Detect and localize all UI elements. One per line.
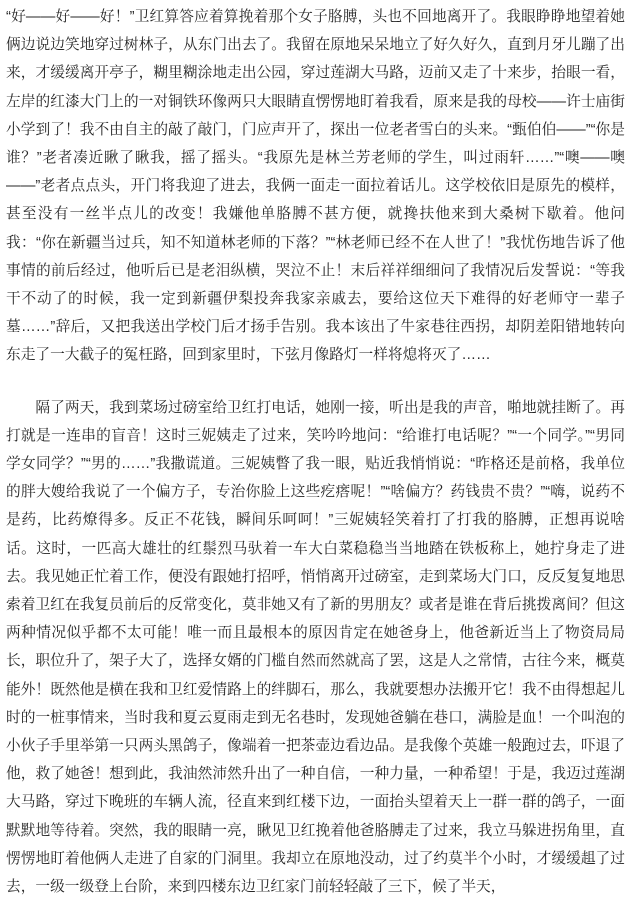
paragraph-2: 隔了两天，我到菜场过磅室给卫红打电话，她刚一接，听出是我的声音，啪地就挂断了。再打就是一连串的盲音！这时三妮姨走了过来，笑吟吟地问：“给谁打电话呢？”“一个同学。”“男同学女同学？”“男的……”我撒谎道。三妮姨瞥了我一眼，贴近我悄悄说：“昨格还是前格，我单位的胖大嫂给我说了一个偏方子，专治你脸上这些疙瘩呢！”“啥偏方？药钱贵不贵？”“嗨，说药不是药，比药燎得多。反正不花钱，瞬间乐呵呵！”三妮姨轻笑着打了打我的胳膊，正想再说啥话。这时，一匹高大雄壮的红鬃烈马驮着一车大白菜稳稳当当地踏在铁板称上，她拧身走了进去。我见她正忙着工作，便没有跟她打招呼，悄悄离开过磅室，走到菜场大门口，反反复复地思索着卫红在我复员前后的反常变化，莫非她又有了新的男朋友？或者是谁在背后挑拨离间？但这两种情况似乎都不太可能！唯一而且最根本的原因肯定在她爸身上，他爸新近当上了物资局局长，职位升了，架子大了，选择女婿的门槛自然而然就高了罢，这是人之常情，古往今来，概莫能外！既然他是横在我和卫红爱情路上的绊脚石，那么，我就要想办法搬开它！我不由得想起儿时的一桩事情来，当时我和夏云夏雨走到无名巷时，发现她爸躺在巷口，满脸是血！一个叫泡的小伙子手里举第一只两头黑鸽子，像端着一把茶壶边看边品。是我像个英雄一般跑过去，吓退了他，救了她爸！想到此，我油然沛然升出了一种自信，一种力量，一种希望！于是，我迈过莲湖大马路，穿过下晚班的车辆人流，径直来到红楼下边，一面抬头望着天上一群一群的鸽子，一面默默地等待着。突然，我的眼睛一亮，瞅见卫红挽着他爸胳膊走了过来，我立马躲进拐角里，直愣愣地盯着他俩人走进了自家的门洞里。我却立在原地没动，过了约莫半个小时，才缓缓趄了过去，一级一级登上台阶，来到四楼东边卫红家门前轻轻敲了三下，候了半天， [6, 399, 625, 896]
paragraph-1: “好——好——好！”卫红算答应着算挽着那个女子胳膊，头也不回地离开了。我眼睁睁地望着她俩边说边笑地穿过树林子，从东门出去了。我留在原地呆呆地立了好久好久，直到月牙儿蹦了出来，才缓缓离开亭子，糊里糊涂地走出公园，穿过莲湖大马路，迈前又走了十来步，抬眼一看，左岸的红漆大门上的一对铜铁环像两只大眼睛直愣愣地盯着我看，原来是我的母校——许士庙街小学到了！我不由自主的敲了敲门，门应声开了，探出一位老者雪白的头来。“甄伯伯——”“你是谁？”老者凑近瞅了瞅我，摇了摇头。“我原先是林兰芳老师的学生，叫过雨轩……”“噢——噢——”老者点点头，开门将我迎了进去，我俩一面走一面拉着话儿。这学校依旧是原先的模样，甚至没有一丝半点儿的改变！我嫌他单胳膊不甚方便，就搀扶他来到大桑树下歇着。他问我：“你在新疆当过兵，知不知道林老师的下落？”“林老师已经不在人世了！”我忧伤地告诉了他事情的前后经过，他听后已是老泪纵横，哭泣不止！末后祥祥细细问了我情况后发誓说：“等我干不动了的时候，我一定到新疆伊梨投奔我家亲戚去，要给这位天下难得的好老师守一辈子墓……”辞后，又把我送出学校门后才扬手告别。我本该出了牛家巷往西拐，却阴差阳错地转向东走了一大截子的冤枉路，回到家里时，下弦月像路灯一样将熄将灭了…… [6, 9, 625, 364]
